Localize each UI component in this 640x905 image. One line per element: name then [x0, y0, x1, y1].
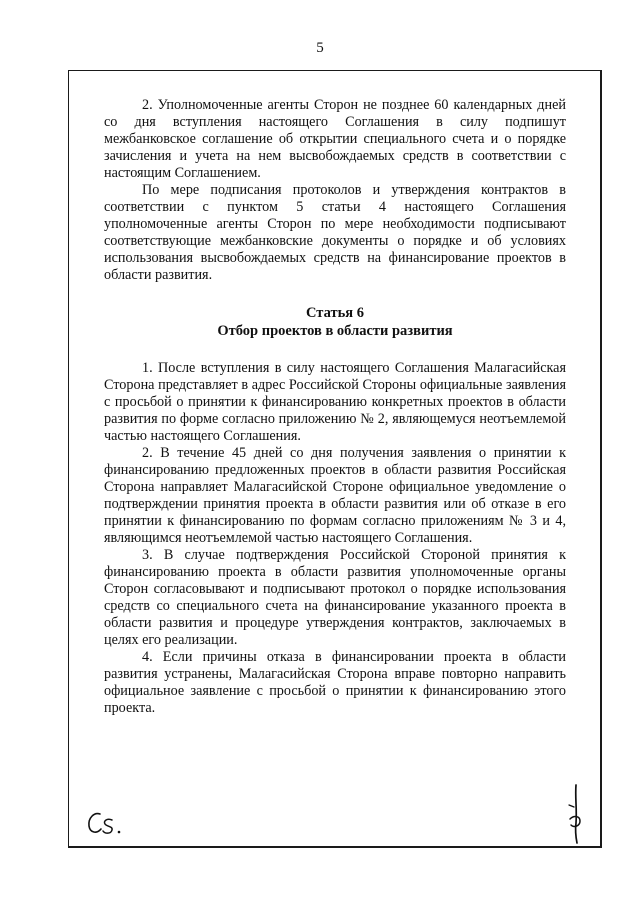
paragraph-clause-1: 1. После вступления в силу настоящего Соглашения Малагасийская Сторона представляет в адрес Российской Стороны официальные заявления с просьбой о принятии к финансированию конкретных проектов в области развития по форме согласно приложению № 2, являющемуся неотъемлемой частью настоящего Соглашения. — [104, 360, 566, 444]
paragraph-clause-4: 4. Если причины отказа в финансировании проекта в области развития устранены, Малагасийская Сторона вправе повторно направить официальное заявление с просьбой о принятии к финансированию этого проекта. — [104, 649, 566, 716]
handwritten-initials-left — [86, 808, 126, 838]
paragraph-clause-2: 2. В течение 45 дней со дня получения заявления о принятии к финансированию предложенных проектов в области развития Российская Сторона направляет Малагасийской Стороне официальное уведомление о подтверждении принятия проекта в области развития или об отказе в его принятии к финансированию по формам согласно приложениям № 3 и 4, являющимся неотъемлемой частью настоящего Соглашения. — [104, 445, 566, 546]
paragraph-clause-3: 3. В случае подтверждения Российской Стороной принятия к финансированию проекта в области развития уполномоченные органы Сторон согласовывают и подписывают протокол о порядке использования средств со специального счета на финансирование указанного проекта в области развития и процедуре утверждения контрактов, заключаемых в целях его реализации. — [104, 547, 566, 648]
handwritten-signature-right — [566, 783, 586, 845]
article-title: Отбор проектов в области развития — [217, 323, 453, 339]
paragraph-agents-agreement: 2. Уполномоченные агенты Сторон не позднее 60 календарных дней со дня вступления настоящего Соглашения в силу подпишут межбанковское соглашение об открытии специального счета и о порядке зачисления и учета на нем высвобождаемых средств в соответствии с настоящим Соглашением. — [104, 97, 566, 181]
article-number: Статья 6 — [306, 305, 364, 321]
document-body — [104, 97, 566, 717]
paragraph-interbank-documents: По мере подписания протоколов и утверждения контрактов в соответствии с пунктом 5 статьи 4 настоящего Соглашения уполномоченные агенты Сторон по мере необходимости подписывают соответствующие межбанковские документы о порядке и об условиях использования высвобождаемых средств на финансирование проектов в области развития. — [104, 182, 566, 283]
page-number: 5 — [316, 40, 324, 56]
